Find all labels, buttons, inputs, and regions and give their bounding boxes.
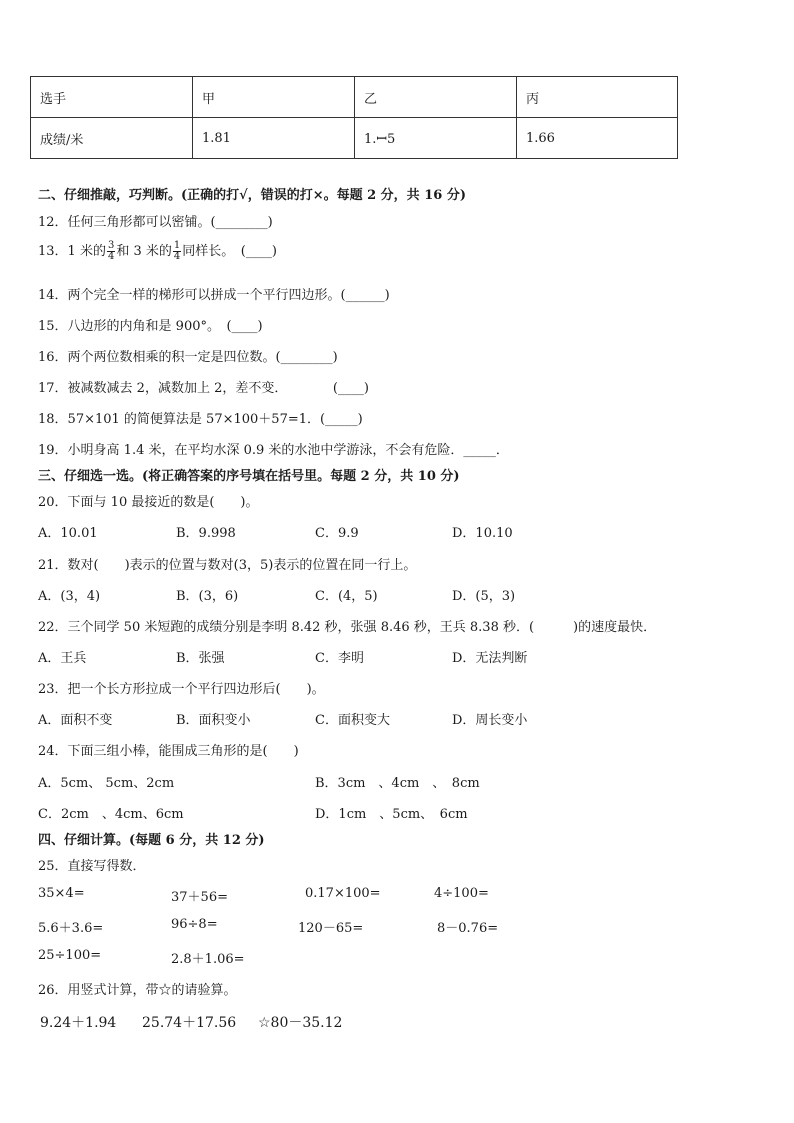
table-cell: 乙: [355, 77, 517, 118]
calc-item: 2.8＋1.06=: [171, 952, 245, 967]
option-d: D．无法判断: [452, 651, 528, 666]
vertical-calc-item: ☆80－35.12: [258, 1015, 343, 1031]
calc-item: 0.17×100=: [305, 886, 381, 901]
fraction-denominator: 4: [107, 251, 115, 262]
calc-item: 96÷8=: [171, 917, 218, 932]
table-cell: 选手: [31, 77, 193, 118]
section-title-choice: 三、仔细选一选。(将正确答案的序号填在括号里。每题 2 分，共 10 分): [38, 469, 460, 484]
option-a: A．面积不变: [38, 713, 113, 728]
question-21: 21．数对( )表示的位置与数对(3，5)表示的位置在同一行上。: [38, 558, 417, 573]
question-23: 23．把一个长方形拉成一个平行四边形后( )。: [38, 682, 325, 697]
option-a: A．(3，4): [38, 589, 101, 604]
option-b: B．张强: [176, 651, 225, 666]
fraction-three-quarters: [107, 241, 115, 262]
section-title-judge: 二、仔细推敲，巧判断。(正确的打√，错误的打×。每题 2 分，共 16 分): [38, 188, 466, 203]
vertical-calc-item: 25.74＋17.56: [142, 1015, 237, 1031]
question-14: 14．两个完全一样的梯形可以拼成一个平行四边形。(______): [38, 288, 390, 303]
question-26: 26．用竖式计算，带☆的请验算。: [38, 983, 237, 998]
question-17: 17．被减数减去 2，减数加上 2，差不变． (____): [38, 381, 369, 396]
calc-item: 35×4=: [38, 886, 85, 901]
table-cell: 1.ꟷ5: [355, 118, 517, 159]
question-19: 19．小明身高 1.4 米，在平均水深 0.9 米的水池中学游泳，不会有危险．_____．: [38, 443, 509, 458]
option-b: B．9.998: [176, 526, 236, 541]
option-a: A．10.01: [38, 526, 98, 541]
fraction-numerator: 1: [173, 240, 181, 251]
option-a: A．5cm、 5cm、2cm: [38, 776, 175, 791]
question-13-post: 同样长。 (____): [182, 244, 277, 259]
fraction-one-quarter: [173, 241, 181, 262]
fraction-numerator: 3: [107, 240, 115, 251]
calc-item: 5.6＋3.6=: [38, 921, 104, 936]
option-b: B．面积变小: [176, 713, 251, 728]
table-cell: 丙: [517, 77, 678, 118]
option-d: D．10.10: [452, 526, 513, 541]
option-c: C．(4，5): [315, 589, 378, 604]
option-a: A．王兵: [38, 651, 87, 666]
option-c: C．9.9: [315, 526, 359, 541]
option-c: C．面积变大: [315, 713, 390, 728]
option-b: B．(3，6): [176, 589, 239, 604]
question-13: [38, 240, 277, 262]
table-row: [31, 118, 678, 159]
score-table: [30, 76, 678, 159]
table-cell: 甲: [193, 77, 355, 118]
table-cell: 1.66: [517, 118, 678, 159]
calc-item: 120－65=: [298, 921, 364, 936]
option-b: B．3cm 、4cm 、 8cm: [315, 776, 480, 791]
question-24: 24．下面三组小棒，能围成三角形的是( ): [38, 744, 299, 759]
calc-item: 8－0.76=: [437, 921, 499, 936]
table-row: [31, 77, 678, 118]
option-c: C．李明: [315, 651, 364, 666]
question-20: 20．下面与 10 最接近的数是( )。: [38, 495, 259, 510]
calc-item: 37＋56=: [171, 890, 228, 905]
calc-item: 25÷100=: [38, 948, 102, 963]
vertical-calc-item: 9.24＋1.94: [40, 1015, 117, 1031]
calc-item: 4÷100=: [434, 886, 489, 901]
question-16: 16．两个两位数相乘的积一定是四位数。(________): [38, 350, 338, 365]
question-12: 12．任何三角形都可以密铺。(________): [38, 215, 273, 230]
question-25: 25．直接写得数．: [38, 859, 146, 874]
question-22: 22．三个同学 50 米短跑的成绩分别是李明 8.42 秒，张强 8.46 秒，王兵 8.38 秒．( )的速度最快．: [38, 620, 657, 635]
option-d: D．周长变小: [452, 713, 528, 728]
question-13-mid: 和 3 米的: [116, 244, 172, 259]
option-d: D．(5，3): [452, 589, 516, 604]
option-c: C．2cm 、4cm、6cm: [38, 807, 184, 822]
option-d: D．1cm 、5cm、 6cm: [315, 807, 468, 822]
question-18: 18．57×101 的简便算法是 57×100＋57=1．(_____): [38, 412, 363, 427]
question-13-pre: 13．1 米的: [38, 244, 106, 259]
question-15: 15．八边形的内角和是 900°。 (____): [38, 319, 263, 334]
table-cell: 1.81: [193, 118, 355, 159]
section-title-calc: 四、仔细计算。(每题 6 分，共 12 分): [38, 833, 265, 848]
table-cell: 成绩/米: [31, 118, 193, 159]
fraction-denominator: 4: [173, 251, 181, 262]
